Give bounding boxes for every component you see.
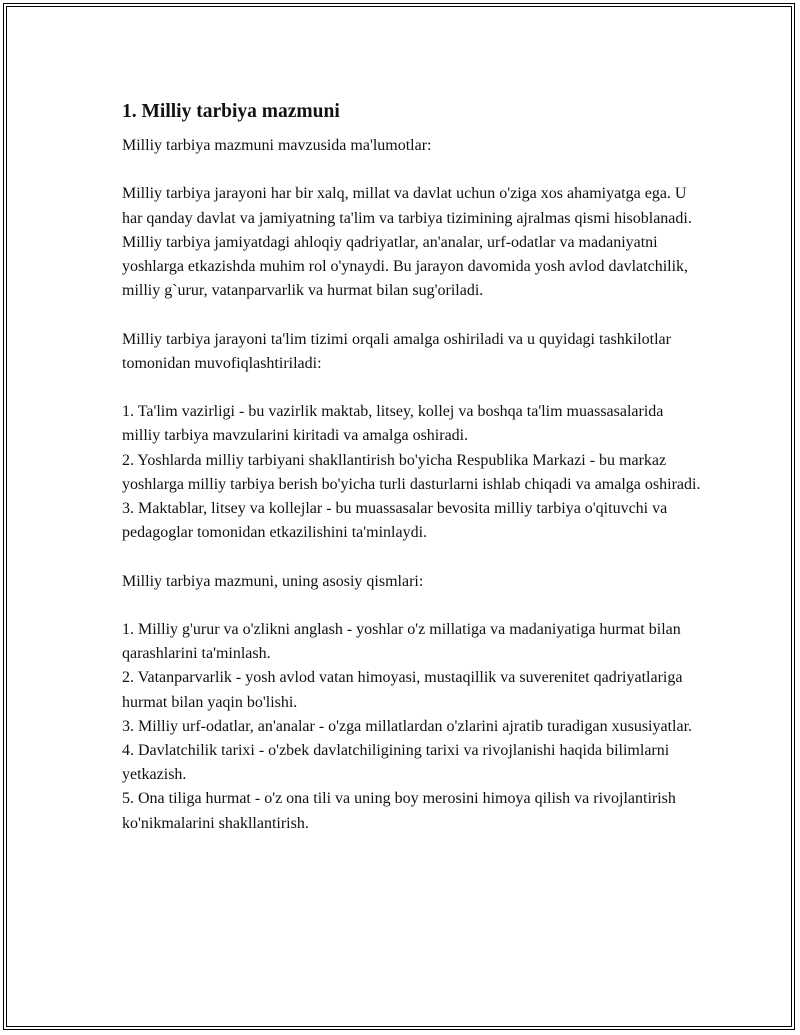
parts-list xyxy=(122,618,702,836)
list-item: 1. Milliy g'urur va o'zlikni anglash - yoshlar o'z millatiga va madaniyatiga hurmat bilan qarashlarini ta'minlash. xyxy=(122,620,681,663)
list-item: 5. Ona tiliga hurmat - o'z ona tili va uning boy merosini himoya qilish va rivojlantirish ko'nikmalarini shakllantirish. xyxy=(122,790,676,832)
document-body xyxy=(122,99,702,860)
page-frame xyxy=(3,3,795,1030)
list-item: 3. Maktablar, litsey va kollejlar - bu muassasalar bevosita milliy tarbiya o'qituvchi va pedagoglar tomonidan etkazilishini ta'minlaydi. xyxy=(122,500,668,542)
intro-paragraph: Milliy tarbiya mazmuni mavzusida ma'lumotlar: xyxy=(122,137,432,154)
list-item: 4. Davlatchilik tarixi - o'zbek davlatchiligining tarixi va rivojlanishi haqida bilimlarni yetkazish. xyxy=(122,742,670,784)
list-item: 2. Yoshlarda milliy tarbiyani shakllantirish bo'yicha Respublika Markazi - bu markaz yoshlarga milliy tarbiya berish bo'yicha turli dasturlarni ishlab chiqadi va amalga oshiradi. xyxy=(122,451,701,493)
list-item: 3. Milliy urf-odatlar, an'analar - o'zga millatlardan o'zlarini ajratib turadigan xususiyatlar. xyxy=(122,717,693,735)
organizations-list xyxy=(122,400,702,545)
list-item: 1. Ta'lim vazirligi - bu vazirlik maktab, litsey, kollej va boshqa ta'lim muassasalarida milliy tarbiya mavzularini kiritadi va amalga oshiradi. xyxy=(122,403,664,445)
paragraph-parts-intro: Milliy tarbiya mazmuni, uning asosiy qismlari: xyxy=(122,572,424,590)
document-title: 1. Milliy tarbiya mazmuni xyxy=(122,101,340,122)
paragraph-overview: Milliy tarbiya jarayoni har bir xalq, millat va davlat uchun o'ziga xos ahamiyatga ega. U har qanday davlat va jamiyatning ta'lim va tarbiya tizimining ajralmas qismi hisoblanadi. Milliy tarbiya jamiyatdagi ahloqiy qadriyatlar, an'analar, urf-odatlar va madaniyatni yoshlarga etkazishda muhim rol o'ynaydi. Bu jarayon davomida yosh avlod davlatchilik, milliy g`urur, vatanparvarlik va hurmat bilan sug'oriladi. xyxy=(122,185,692,300)
paragraph-organizations-intro: Milliy tarbiya jarayoni ta'lim tizimi orqali amalga oshiriladi va u quyidagi tashkilotlar tomonidan muvofiqlashtiriladi: xyxy=(122,330,671,372)
list-item: 2. Vatanparvarlik - yosh avlod vatan himoyasi, mustaqillik va suverenitet qadriyatlariga hurmat bilan yaqin bo'lishi. xyxy=(122,669,683,711)
